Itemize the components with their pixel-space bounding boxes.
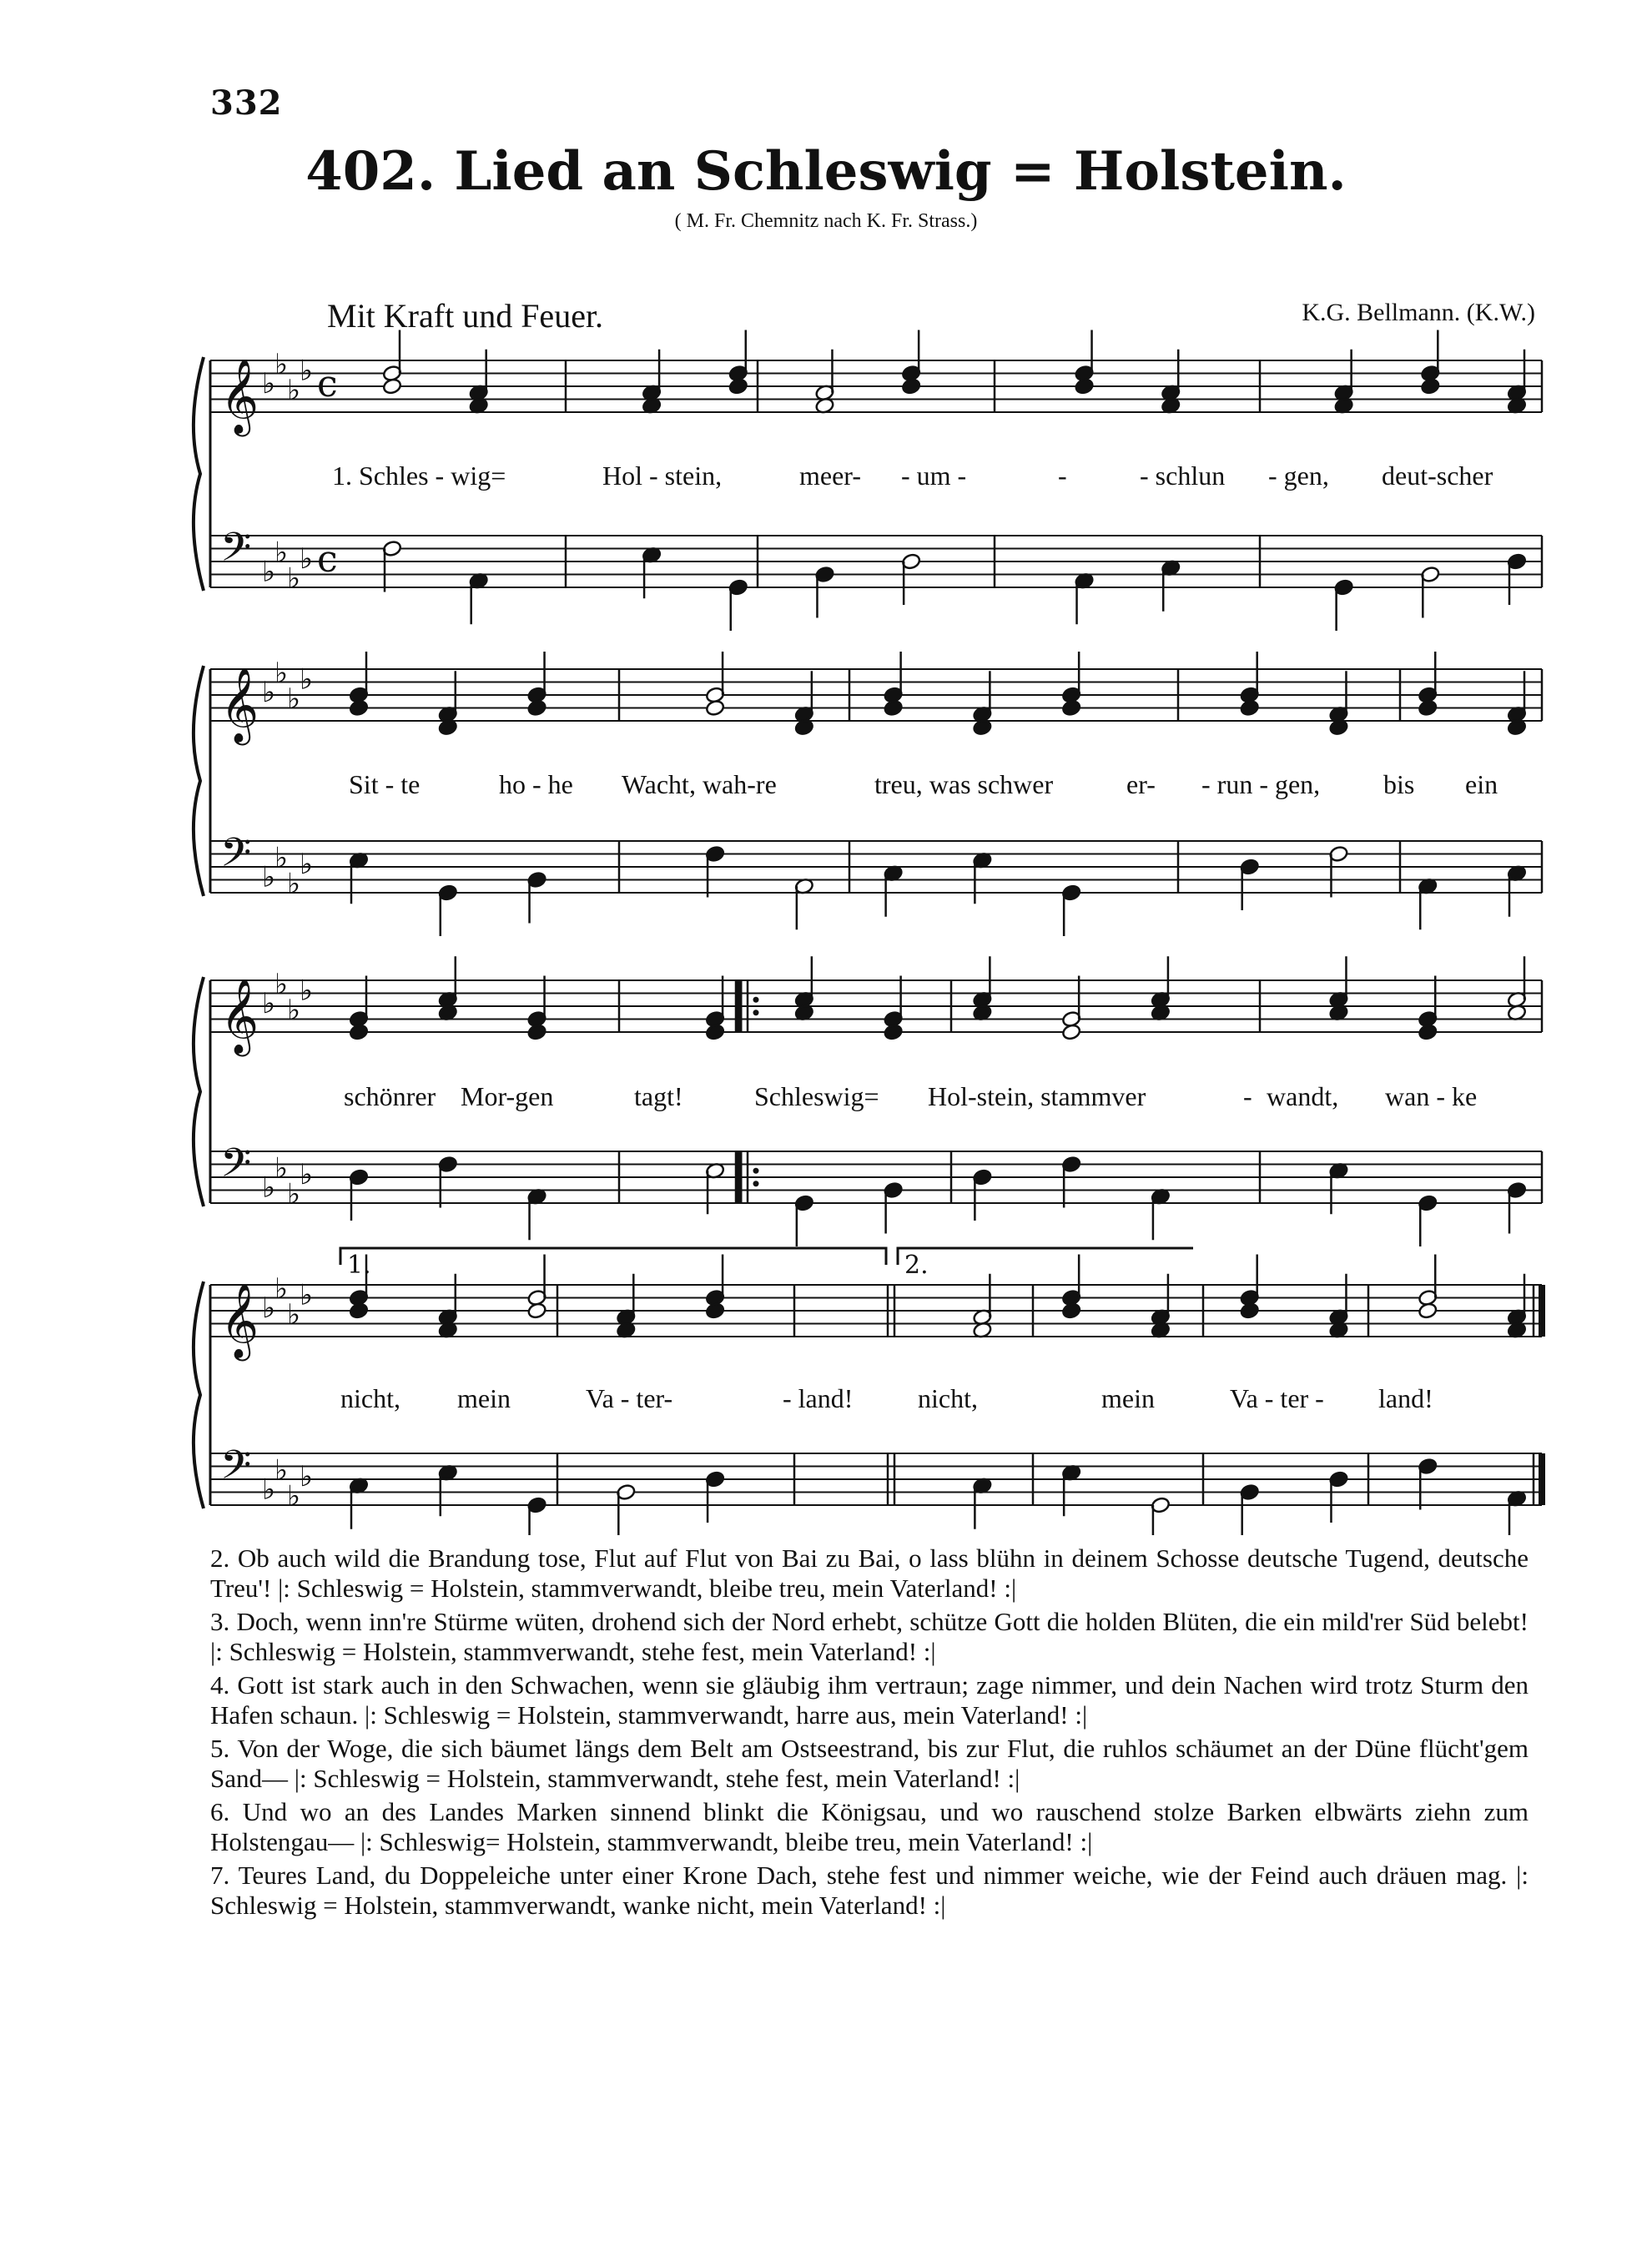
composer-credit: K.G. Bellmann. (K.W.) [1302,299,1535,326]
page-number: 332 [210,83,283,123]
flat-sign: ♭ [287,682,301,716]
treble-clef: 𝄞 [220,979,259,1055]
flat-sign: ♭ [274,967,289,1001]
treble-note [1075,378,1095,395]
flat-sign: ♭ [274,656,289,690]
verse-3: 3. Doch, wenn inn're Stürme wüten, drohend sich der Nord erhebt, schütze Gott die holden Blüten, die ein mild'rer Süd belebt! |: Schleswig = Holstein, stammverwandt, stehe fest, mein Vaterland! :| [210,1607,1529,1666]
flat-sign: ♭ [287,561,301,596]
brace [194,666,204,896]
flat-sign: ♭ [262,367,276,400]
treble-note [1418,1302,1438,1320]
lyric-syllable: mein [457,1383,511,1413]
lyric-syllable: bis [1383,769,1415,799]
flat-sign: ♭ [262,1171,276,1205]
lyric-syllable: - run - gen, [1201,769,1321,799]
treble-note [901,378,921,395]
treble-note [382,378,402,395]
treble-note [884,1024,904,1041]
flat-sign: ♭ [274,1151,289,1186]
lyric-syllable: - schlun [1140,461,1226,491]
flat-sign: ♭ [287,1297,301,1332]
treble-note [1061,1024,1081,1041]
lyric-syllable: mein [1101,1383,1155,1413]
repeat-dot [753,1181,759,1186]
lyric-syllable: Mor-gen [461,1081,554,1111]
treble-note [884,699,904,717]
repeat-dot [753,997,759,1003]
flat-sign: ♭ [300,354,314,388]
verse-7: 7. Teures Land, du Doppeleiche unter einer Krone Dach, stehe fest und nimmer weiche, wie der Feind auch dräuen mag. |: Schleswig = Holstein, stammverwandt, wanke nicht, mein Vaterland! :| [210,1861,1529,1920]
lyric-syllable: schönrer [344,1081,436,1111]
lyric-syllable: Schleswig= [754,1081,879,1111]
tempo-marking: Mit Kraft und Feuer. [327,297,604,335]
treble-note [1418,699,1438,717]
treble-note [349,1024,369,1041]
treble-clef: 𝄞 [220,1283,259,1359]
treble-note [527,1302,547,1320]
repeat-dot [753,1168,759,1174]
brace [194,977,204,1206]
lyric-syllable: nicht, [918,1383,978,1413]
flat-sign: ♭ [262,676,276,709]
bass-clef: 𝄢 [220,1441,252,1498]
flat-sign: ♭ [300,1278,314,1312]
flat-sign: ♭ [287,867,301,901]
flat-sign: ♭ [287,1177,301,1211]
treble-note [1240,1302,1260,1320]
verse-6: 6. Und wo an des Landes Marken sinnend blinkt die Königsau, und wo rauschend stolze Barken elbwärts ziehn zum Holstengau— |: Schleswig= Holstein, stammverwandt, bleibe treu, mein Vaterland! :| [210,1797,1529,1856]
repeat-dot [753,1010,759,1015]
treble-note [1240,699,1260,717]
treble-note [705,1024,725,1041]
bass-clef: 𝄢 [220,1139,252,1196]
flat-sign: ♭ [300,974,314,1008]
treble-note [349,1302,369,1320]
time-signature: c [317,538,338,581]
treble-note [1418,1024,1438,1041]
flat-sign: ♭ [262,987,276,1020]
lyric-syllable: - [1243,1081,1252,1111]
volta-bracket [898,1248,1193,1265]
flat-sign: ♭ [262,1292,276,1325]
bass-clef: 𝄢 [220,523,252,581]
lyric-syllable: Hol-stein, stammver [928,1081,1146,1111]
lyric-syllable: meer- [799,461,861,491]
lyric-syllable: tagt! [634,1081,683,1111]
lyric-syllable: - gen, [1268,461,1329,491]
flat-sign: ♭ [287,373,301,407]
lyric-syllable: Hol - stein, [602,461,723,491]
verse-2: 2. Ob auch wild die Brandung tose, Flut auf Flut von Bai zu Bai, o lass blühn in deinem Schosse deutsche Tugend, deutsche Treu'! |: Schleswig = Holstein, stammverwandt, bleibe treu, mein Vaterland! :| [210,1543,1529,1603]
lyric-syllable: wandt, [1267,1081,1339,1111]
verse-4: 4. Gott ist stark auch in den Schwachen, wenn sie gläubig ihm vertraun; zage nimmer, und dein Nachen wird trotz Sturm den Hafen schaun. |: Schleswig = Holstein, stammverwandt, harre aus, mein Vaterland! :| [210,1670,1529,1730]
flat-sign: ♭ [262,555,276,589]
flat-sign: ♭ [274,347,289,381]
treble-note [705,1302,725,1320]
treble-note [527,699,547,717]
flat-sign: ♭ [262,860,276,894]
flat-sign: ♭ [287,993,301,1027]
flat-sign: ♭ [274,1453,289,1488]
additional-verses [210,1543,1529,1924]
treble-note [1420,378,1440,395]
lyric-syllable: ein [1465,769,1498,799]
treble-note [1061,699,1081,717]
lyric-syllable: - um - [901,461,967,491]
treble-note [349,699,369,717]
treble-clef: 𝄞 [220,359,259,435]
lyric-syllable: Sit - te [349,769,421,799]
lyric-syllable: nicht, [340,1383,400,1413]
volta-2-label: 2. [904,1251,929,1280]
volta-bracket [340,1248,886,1265]
bass-clef: 𝄢 [220,828,252,886]
arranger-credit: ( M. Fr. Chemnitz nach K. Fr. Strass.) [674,210,978,232]
lyric-syllable: wan - ke [1385,1081,1478,1111]
treble-note [705,699,725,717]
lyric-syllable: 1. Schles - wig= [332,461,506,491]
flat-sign: ♭ [300,542,314,576]
brace [194,1282,204,1508]
lyric-syllable: - land! [783,1383,854,1413]
flat-sign: ♭ [262,1473,276,1507]
lyric-syllable: treu, was schwer [874,769,1054,799]
lyric-syllable: land! [1378,1383,1433,1413]
time-signature: c [317,363,338,405]
lyric-syllable: Wacht, wah-re [622,769,777,799]
lyric-syllable: er- [1126,769,1156,799]
treble-note [1061,1302,1081,1320]
flat-sign: ♭ [300,1460,314,1493]
lyric-syllable: deut-scher [1382,461,1493,491]
flat-sign: ♭ [300,848,314,881]
flat-sign: ♭ [274,841,289,875]
flat-sign: ♭ [287,1479,301,1513]
flat-sign: ♭ [274,536,289,570]
flat-sign: ♭ [300,1158,314,1191]
volta-1-label: 1. [347,1251,371,1280]
flat-sign: ♭ [274,1271,289,1306]
lyric-syllable: ho - he [499,769,573,799]
lyric-syllable: - [1058,461,1067,491]
page-title: 402. Lied an Schleswig = Holstein. [305,140,1347,203]
treble-clef: 𝄞 [220,667,259,743]
treble-note [527,1024,547,1041]
verse-5: 5. Von der Woge, die sich bäumet längs dem Belt am Ostseestrand, bis zur Flut, die ruhlos schäumet an der Düne flücht'gem Sand— |: Schleswig = Holstein, stammverwandt, stehe fest, mein Vaterland! :| [210,1734,1529,1793]
lyric-syllable: Va - ter - [1230,1383,1324,1413]
lyric-syllable: Va - ter- [586,1383,673,1413]
brace [194,357,204,591]
flat-sign: ♭ [300,662,314,697]
treble-note [728,378,748,395]
